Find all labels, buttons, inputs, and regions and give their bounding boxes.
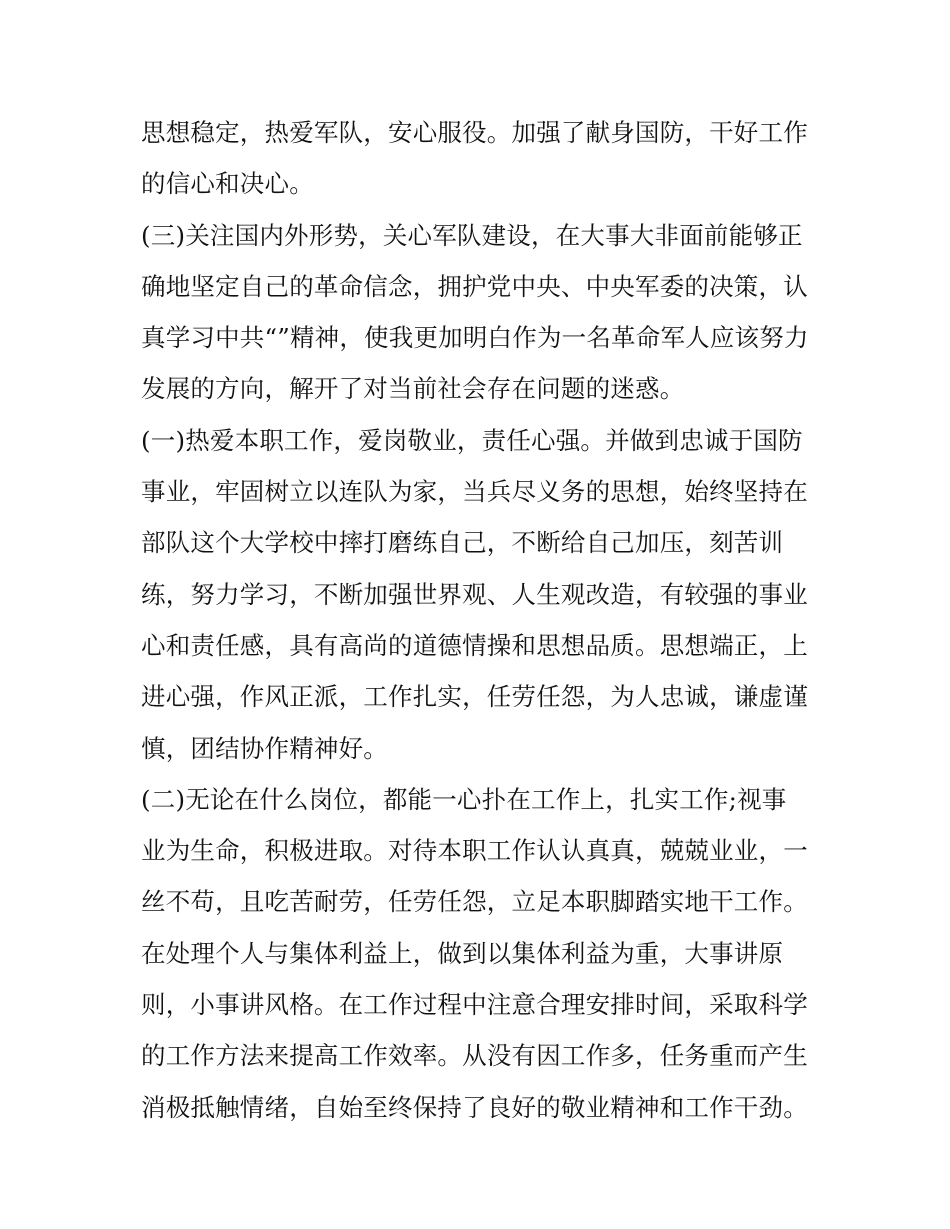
- text-line: 的工作方法来提高工作效率。从没有因工作多，任务重而产生: [141, 1041, 808, 1071]
- text-line: 的信心和决心。: [141, 169, 314, 199]
- text-line: 丝不苟，且吃苦耐劳，任劳任怨，立足本职脚踏实地干工作。: [141, 887, 808, 917]
- text-line: 消极抵触情绪，自始至终保持了良好的敬业精神和工作干劲。: [141, 1092, 808, 1122]
- text-line: 事业，牢固树立以连队为家，当兵尽义务的思想，始终坚持在: [141, 477, 808, 507]
- text-line: 真学习中共“”精神，使我更加明白作为一名革命军人应该努力: [141, 323, 809, 353]
- text-line: 思想稳定，热爱军队，安心服役。加强了献身国防，干好工作: [141, 118, 808, 147]
- text-line: (二)无论在什么岗位，都能一心扑在工作上，扎实工作;视事: [141, 784, 787, 814]
- text-line: (三)关注国内外形势，关心军队建设，在大事大非面前能够正: [141, 220, 803, 250]
- text-line: 发展的方向，解开了对当前社会存在问题的迷惑。: [141, 374, 685, 404]
- body-text: [141, 107, 821, 1133]
- text-line: 心和责任感，具有高尚的道德情操和思想品质。思想端正，上: [141, 630, 808, 660]
- text-line: 则，小事讲风格。在工作过程中注意合理安排时间，采取科学: [141, 990, 808, 1020]
- text-line: 部队这个大学校中摔打磨练自己，不断给自己加压，刻苦训: [141, 528, 784, 558]
- text-line: 在处理个人与集体利益上，做到以集体利益为重，大事讲原: [141, 938, 784, 968]
- text-line: 进心强，作风正派，工作扎实，任劳任怨，为人忠诚，谦虚谨: [141, 682, 808, 712]
- text-line: (一)热爱本职工作，爱岗敬业，责任心强。并做到忠诚于国防: [141, 425, 803, 455]
- text-line: 慎，团结协作精神好。: [141, 733, 388, 763]
- text-line: 确地坚定自己的革命信念，拥护党中央、中央军委的决策，认: [141, 271, 808, 301]
- text-line: 业为生命，积极进取。对待本职工作认认真真，兢兢业业，一: [141, 836, 808, 866]
- text-line: 练，努力学习，不断加强世界观、人生观改造，有较强的事业: [141, 579, 808, 609]
